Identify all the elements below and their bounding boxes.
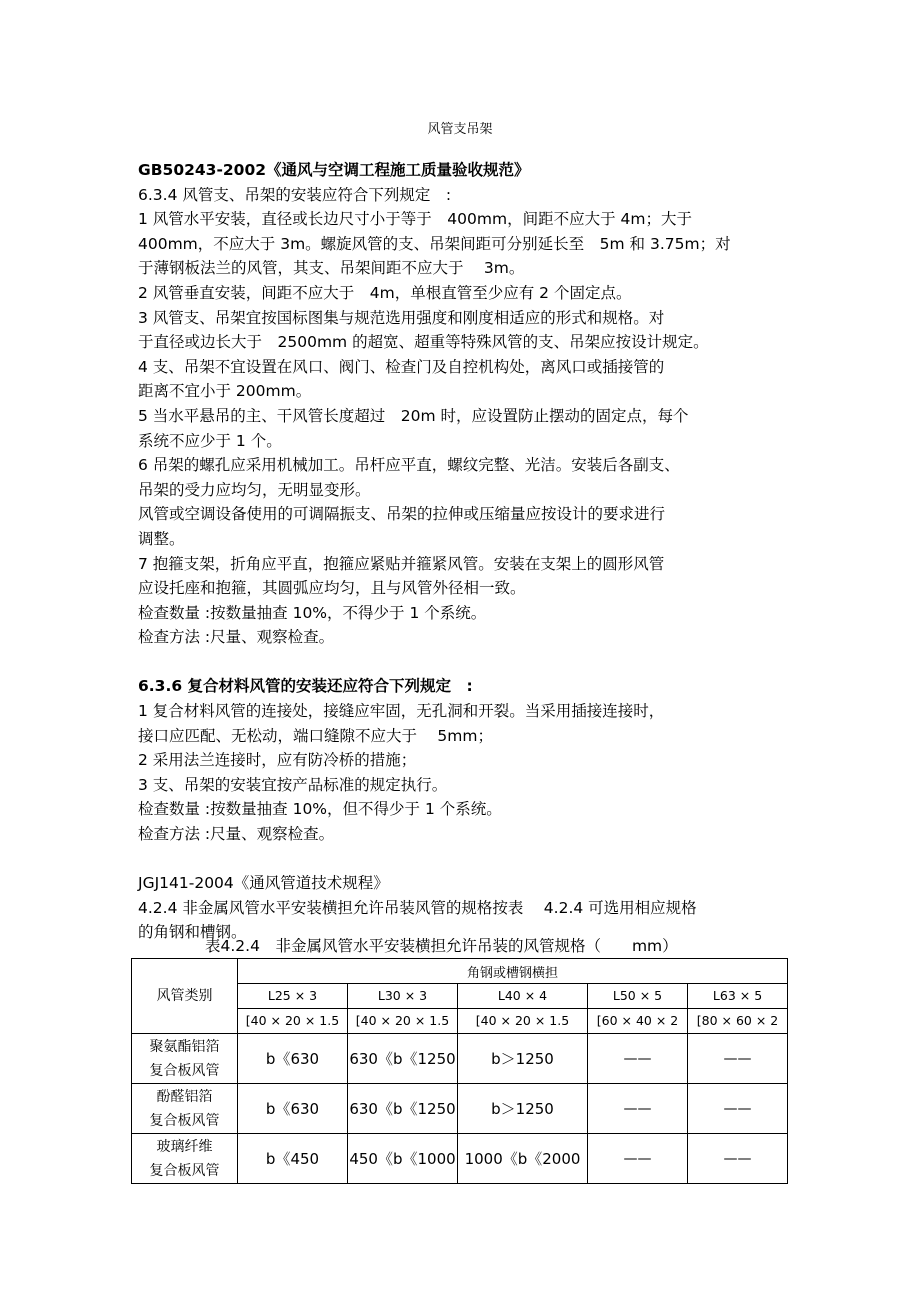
clause-6-3-6-heading: 6.3.6 复合材料风管的安装还应符合下列规定 : [138,677,473,696]
table-row [132,1034,788,1084]
clause-6-3-4-heading: 6.3.4 风管支、吊架的安装应符合下列规定 : [138,185,452,204]
clause-line: 系统不应少于 1 个。 [138,431,282,450]
value-cell: 1000《b《2000 [458,1134,588,1184]
clause-line: 2 风管垂直安装，间距不应大于 4m，单根直管至少应有 2 个固定点。 [138,283,632,302]
body-text [138,158,778,945]
duct-type-cell: 酚醛铝箔 复合板风管 [132,1084,238,1134]
document-title: 风管支吊架 [427,122,493,137]
size-cell: L30 × 3 [348,984,458,1009]
clause-line: 5 当水平悬吊的主、干风管长度超过 20m 时，应设置防止摆动的固定点，每个 [138,406,689,425]
clause-line: 1 风管水平安装，直径或长边尺寸小于等于 400mm，间距不应大于 4m；大于 [138,210,692,229]
value-cell: —— [588,1084,688,1134]
duct-type-cell: 聚氨酯铝箔 复合板风管 [132,1034,238,1084]
clause-4-2-4: 4.2.4 非金属风管水平安装横担允许吊装风管的规格按表 4.2.4 可选用相应规格 [138,898,697,917]
clause-line: 距离不宜小于 200mm。 [138,382,312,401]
clause-line: 3 风管支、吊架宜按国标图集与规范选用强度和刚度相适应的形式和规格。对 [138,308,665,327]
clause-line: 于薄钢板法兰的风管，其支、吊架间距不应大于 3m。 [138,259,525,278]
clause-line: 调整。 [138,529,185,548]
blank-line [138,650,778,675]
group-header: 角钢或槽钢横担 [238,959,788,984]
value-cell: b＞1250 [458,1084,588,1134]
inspection-quantity: 检查数量 :按数量抽查 10%，不得少于 1 个系统。 [138,603,487,622]
value-cell: b《450 [238,1134,348,1184]
clause-line: 吊架的受力应均匀，无明显变形。 [138,480,371,499]
value-cell: —— [588,1134,688,1184]
inspection-method: 检查方法 :尺量、观察检查。 [138,628,335,647]
col-header-duct-type: 风管类别 [132,959,238,1034]
blank-line [138,847,778,872]
clause-line: 3 支、吊架的安装宜按产品标准的规定执行。 [138,775,448,794]
clause-line: 应设托座和抱箍，其圆弧应均匀，且与风管外径相一致。 [138,579,526,598]
standard-heading-jgj141: JGJ141-2004《通风管道技术规程》 [138,874,389,893]
value-cell: 630《b《1250 [348,1084,458,1134]
size-cell: L50 × 5 [588,984,688,1009]
value-cell: —— [688,1134,788,1184]
channel-cell: [40 × 20 × 1.5 [458,1009,588,1034]
clause-line: 的角钢和槽钢。 [138,923,247,942]
inspection-method: 检查方法 :尺量、观察检查。 [138,825,335,844]
clause-line: 400mm，不应大于 3m。螺旋风管的支、吊架间距可分别延长至 5m 和 3.75m；对 [138,234,731,253]
value-cell: b＞1250 [458,1034,588,1084]
clause-line: 1 复合材料风管的连接处，接缝应牢固，无孔洞和开裂。当采用插接连接时， [138,702,665,721]
clause-line: 风管或空调设备使用的可调隔振支、吊架的拉伸或压缩量应按设计的要求进行 [138,505,666,524]
channel-cell: [40 × 20 × 1.5 [348,1009,458,1034]
size-cell: L25 × 3 [238,984,348,1009]
duct-type-cell: 玻璃纤维 复合板风管 [132,1134,238,1184]
value-cell: —— [588,1034,688,1084]
table-header-row [132,959,788,984]
channel-cell: [80 × 60 × 2 [688,1009,788,1034]
table-caption: 表4.2.4 非金属风管水平安装横担允许吊装的风管规格（ mm） [205,937,678,955]
channel-cell: [60 × 40 × 2 [588,1009,688,1034]
table-row [132,1134,788,1184]
clause-line: 7 抱箍支架，折角应平直，抱箍应紧贴并箍紧风管。安装在支架上的圆形风管 [138,554,665,573]
value-cell: —— [688,1034,788,1084]
standard-heading-gb50243: GB50243-2002《通风与空调工程施工质量验收规范》 [138,161,530,179]
clause-line: 4 支、吊架不宜设置在风口、阀门、检查门及自控机构处，离风口或插接管的 [138,357,665,376]
value-cell: 450《b《1000 [348,1134,458,1184]
clause-line: 接口应匹配、无松动，端口缝隙不应大于 5mm； [138,726,493,745]
clause-line: 6 吊架的螺孔应采用机械加工。吊杆应平直，螺纹完整、光洁。安装后各副支、 [138,456,680,475]
value-cell: 630《b《1250 [348,1034,458,1084]
clause-line: 2 采用法兰连接时，应有防冷桥的措施； [138,751,417,770]
size-cell: L40 × 4 [458,984,588,1009]
table-row [132,1084,788,1134]
duct-spec-table [131,958,788,1184]
value-cell: —— [688,1084,788,1134]
clause-line: 于直径或边长大于 2500mm 的超宽、超重等特殊风管的支、吊架应按设计规定。 [138,333,709,352]
channel-cell: [40 × 20 × 1.5 [238,1009,348,1034]
size-cell: L63 × 5 [688,984,788,1009]
value-cell: b《630 [238,1034,348,1084]
value-cell: b《630 [238,1084,348,1134]
inspection-quantity: 检查数量 :按数量抽查 10%，但不得少于 1 个系统。 [138,800,502,819]
